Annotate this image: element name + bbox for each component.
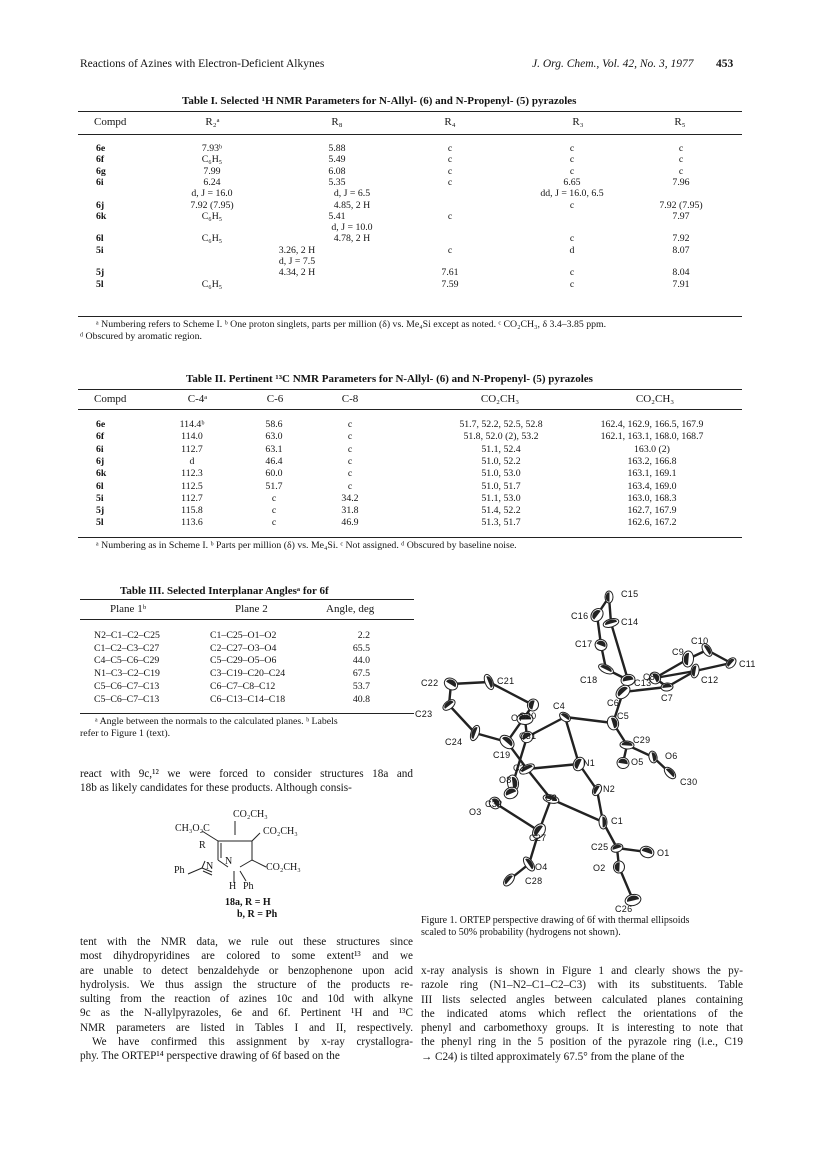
table1-top-rule xyxy=(78,111,742,112)
ortep-atom-ellipsoid xyxy=(558,710,572,724)
table3-cell: C6–C7–C8–C12 xyxy=(210,680,276,692)
table2-header-cell: C-4ᵃ xyxy=(187,393,208,405)
table3-cell: 65.5 xyxy=(352,642,370,654)
table1-header-cell: Compd xyxy=(94,116,127,128)
ortep-atom-label: C25 xyxy=(591,842,609,852)
table1-cell: c xyxy=(447,165,453,177)
text-line: We have confirmed this assignment by x-ray crystallogra- xyxy=(92,1036,413,1049)
table3-cell: 67.5 xyxy=(352,668,370,680)
ortep-atom-label: C13 xyxy=(634,678,652,688)
structure-label-co2ch3-top: CO₂CH₃ xyxy=(233,809,268,820)
table2-cell: 31.8 xyxy=(341,505,359,517)
table2-cell: c xyxy=(271,517,277,529)
table1-header-rule xyxy=(78,134,742,135)
table1-cell: c xyxy=(447,176,453,188)
text-line: react with 9c,¹² we were forced to consider structures 18a and xyxy=(80,768,413,780)
table2-cell: 51.3, 51.7 xyxy=(481,517,521,529)
table2-cell: c xyxy=(347,419,353,430)
table1-cell: 6i xyxy=(96,176,104,188)
table1-cell: c xyxy=(569,278,575,290)
text-line: phenyl and carbomethoxy groups. It is interesting to note that xyxy=(421,1022,743,1035)
table1-header-cell: R₃ xyxy=(572,116,584,128)
figure-caption-line: Figure 1. ORTEP perspective drawing of 6f with thermal ellipsoids xyxy=(421,915,690,926)
table1-cell: c xyxy=(569,143,575,154)
ortep-atom-ellipsoid xyxy=(588,606,605,624)
table2-cell: 60.0 xyxy=(265,468,283,480)
table1-cell: 7.99 xyxy=(203,165,221,177)
page-number: 453 xyxy=(716,58,734,70)
ortep-atom-label: O4 xyxy=(535,862,548,872)
ortep-atom-ellipsoid xyxy=(613,861,625,874)
ortep-atom-label: C23 xyxy=(415,709,433,719)
text-line: phy. The ORTEP¹⁴ perspective drawing of 6f based on the xyxy=(80,1050,340,1063)
table1-cell: 6k xyxy=(96,210,107,222)
table2-cell: 6e xyxy=(96,419,106,430)
text-line: the indicated atoms which reflect the orientations of the xyxy=(421,1007,743,1020)
table2-cell: 162.6, 167.2 xyxy=(627,517,677,529)
table1-cell: c xyxy=(447,143,453,154)
ortep-atom-label: C31 xyxy=(519,731,537,741)
ortep-atom-label: N2 xyxy=(603,784,616,794)
ortep-atom-label: C3 xyxy=(513,763,526,773)
table3-cell: C6–C13–C14–C18 xyxy=(210,693,286,705)
table3-cell: C3–C19–C20–C24 xyxy=(210,668,286,680)
table2-cell: 6j xyxy=(96,455,105,467)
table1-cell: dd, J = 16.0, 6.5 xyxy=(540,188,604,200)
table2-bottom-rule xyxy=(78,537,742,538)
table3-cell: 44.0 xyxy=(352,655,370,667)
structure-label-co2ch3-bottom: CO₂CH₃ xyxy=(266,862,301,873)
ortep-atom-label: O8 xyxy=(499,775,512,785)
table2-cell: 163.0 (2) xyxy=(634,443,670,455)
table2-cell: 163.1, 169.1 xyxy=(627,468,677,480)
ortep-bond xyxy=(449,705,475,733)
table3-cell: 53.7 xyxy=(352,680,370,692)
table1-cell: 6f xyxy=(96,154,105,166)
table1-cell: 6e xyxy=(96,143,106,154)
table1-cell: 7.61 xyxy=(441,267,459,279)
table2-cell: c xyxy=(347,468,353,480)
table1-cell: 7.92 (7.95) xyxy=(659,199,703,211)
table3-header-cell: Angle, deg xyxy=(326,603,375,615)
ortep-atom-ellipsoid xyxy=(610,842,624,853)
ortep-atom-label: C5 xyxy=(617,711,630,721)
ortep-atom-label: O6 xyxy=(665,751,678,761)
table1-cell: 3.26, 2 H xyxy=(278,244,316,256)
ortep-atom-label: O2 xyxy=(593,863,606,873)
table1-cell: 7.93ᵇ xyxy=(201,143,223,154)
table2-cell: 6k xyxy=(96,468,107,480)
table2-cell: 51.0, 52.2 xyxy=(481,455,521,467)
ortep-atom-label: C11 xyxy=(739,659,756,669)
table3-cell: C5–C6–C7–C13 xyxy=(94,680,160,692)
text-line: the phenyl ring in the 5 position of the pyrazole ring (i.e., C19 xyxy=(421,1036,743,1049)
table1-cell: C₆H₅ xyxy=(201,210,223,222)
table3-cell: C2–C27–O3–O4 xyxy=(210,642,277,654)
figure-caption-cont: scaled to 50% probability (hydrogens not shown). xyxy=(421,927,621,938)
table3-cell: C5–C6–C7–C13 xyxy=(94,693,160,705)
table1-cell: 7.96 xyxy=(672,176,690,188)
table2-cell: c xyxy=(347,480,353,492)
table3-header-cell: Plane 1ᵇ xyxy=(110,603,147,615)
table2-cell: 51.0, 53.0 xyxy=(481,468,521,480)
table1-cell: 8.07 xyxy=(672,244,690,256)
table1-cell: d, J = 10.0 xyxy=(331,222,373,234)
text-line: sulting from the reaction of azines 10c and 10d with alkyne xyxy=(80,993,413,1006)
table3-header-rule xyxy=(80,619,414,620)
ortep-bond xyxy=(551,799,603,822)
table2-cell: 6i xyxy=(96,443,104,455)
table3-cell: C1–C2–C3–C27 xyxy=(94,642,160,654)
text-line: tent with the NMR data, we rule out these structures since xyxy=(80,936,413,948)
ortep-atom-label: C19 xyxy=(493,750,511,760)
table3-cell: C4–C5–C6–C29 xyxy=(94,655,160,667)
table1-cell: 8.04 xyxy=(672,267,690,279)
table1-bottom-rule xyxy=(78,316,742,317)
table1-cell: d, J = 7.5 xyxy=(278,256,316,267)
table1-cell: c xyxy=(447,154,453,166)
ortep-bond xyxy=(565,717,579,764)
ortep-atom-label: C9 xyxy=(672,647,685,657)
table2-cell: 114.4ᵇ xyxy=(179,419,205,430)
ortep-atom-label: C20 xyxy=(519,711,537,721)
table1-cell: 7.97 xyxy=(672,210,690,222)
table2-cell: 162.4, 162.9, 166.5, 167.9 xyxy=(600,419,704,430)
table1-cell: 6g xyxy=(96,165,106,177)
table1-cell: 5l xyxy=(96,278,104,290)
table3-header-cell: Plane 2 xyxy=(235,603,268,615)
table1-header-cell: R₈ xyxy=(331,116,343,128)
table1-footnote-cont: ᵈ Obscured by aromatic region. xyxy=(80,331,202,342)
table1-cell: 5i xyxy=(96,244,104,256)
table1-cell: 6j xyxy=(96,199,105,211)
table2-header-rule xyxy=(78,409,742,410)
table2-cell: c xyxy=(271,492,277,504)
text-line: most dihydropyridines are colored to some extent¹³ and we xyxy=(80,950,413,963)
table2-cell: c xyxy=(347,455,353,467)
table3-cell: 40.8 xyxy=(352,693,370,705)
ortep-atom-ellipsoid xyxy=(593,638,608,653)
table1-cell: 5.35 xyxy=(328,176,346,188)
table1-cell: 6.65 xyxy=(563,176,581,188)
table2-cell: 5i xyxy=(96,492,104,504)
running-header-right: J. Org. Chem., Vol. 42, No. 3, 1977 xyxy=(532,58,694,70)
table2-cell: 162.7, 167.9 xyxy=(627,505,677,517)
ortep-atom-label: O7 xyxy=(511,713,524,723)
table3-title: Table III. Selected Interplanar Anglesᵃ for 6f xyxy=(120,585,329,597)
ortep-atom-ellipsoid xyxy=(482,673,495,691)
table2-cell: 46.9 xyxy=(341,517,359,529)
table2-footnote: ᵃ Numbering as in Scheme I. ᵇ Parts per million (δ) vs. Me₄Si. ᶜ Not assigned. ᵈ Obscured by baseline noise. xyxy=(96,540,517,551)
ortep-atom-label: C24 xyxy=(445,737,463,747)
table1-cell: d xyxy=(569,244,575,256)
table3-cell: C1–C25–O1–O2 xyxy=(210,630,277,641)
text-line: razole ring (N1–N2–C1–C2–C3) with its substituents. Table xyxy=(421,979,743,992)
text-line: are unable to detect benzaldehyde or benzophenone upon acid xyxy=(80,964,413,977)
table1-cell: 4.34, 2 H xyxy=(278,267,316,279)
ortep-atom-label: C32 xyxy=(485,799,503,809)
table2-cell: 113.6 xyxy=(181,517,203,529)
table2-cell: 51.7 xyxy=(265,480,283,492)
table2-cell: 51.7, 52.2, 52.5, 52.8 xyxy=(459,419,543,430)
ortep-atom-label: C27 xyxy=(529,833,547,843)
ortep-atom-label: C1 xyxy=(611,816,624,826)
table2-cell: 51.1, 52.4 xyxy=(481,443,521,455)
text-line: NMR parameters are listed in Tables I and II, respectively. xyxy=(80,1021,413,1034)
structure-label-ch3o2c: CH₃O₂C xyxy=(175,823,210,834)
ortep-atom-ellipsoid xyxy=(497,733,516,752)
figure-caption xyxy=(421,915,689,927)
table1-cell: d, J = 6.5 xyxy=(333,188,371,200)
ortep-atom-label: C26 xyxy=(615,904,633,914)
ortep-atom-label: C16 xyxy=(571,611,589,621)
table2-header-cell: CO₂CH₃ xyxy=(480,393,520,405)
structure-label-co2ch3-right: CO₂CH₃ xyxy=(263,826,298,837)
table1-cell: C₆H₅ xyxy=(201,154,223,166)
table1-header-cell: R₄ xyxy=(444,116,456,128)
table2-cell: 163.0, 168.3 xyxy=(627,492,677,504)
table1-cell: c xyxy=(569,199,575,211)
table1-cell: 6.08 xyxy=(328,165,346,177)
table2-cell: c xyxy=(347,431,353,443)
table2-cell: 6l xyxy=(96,480,104,492)
table3-bottom-rule xyxy=(80,713,414,714)
ortep-atom-label: C2 xyxy=(545,793,558,803)
structure-label-ph-bottom: Ph xyxy=(243,881,254,892)
table2-header-cell: C-6 xyxy=(266,393,284,405)
right-paragraph xyxy=(421,964,743,1064)
table2-title: Table II. Pertinent ¹³C NMR Parameters for N-Allyl- (6) and N-Propenyl- (5) pyrazoles xyxy=(186,373,593,385)
table1-cell: c xyxy=(569,233,575,245)
table2-cell: c xyxy=(347,443,353,455)
ortep-atom-label: O5 xyxy=(631,757,644,767)
table2-cell: 163.2, 166.8 xyxy=(627,455,677,467)
table1-cell: C₆H₅ xyxy=(201,278,223,290)
table2-cell: 162.1, 163.1, 168.0, 168.7 xyxy=(600,431,704,443)
ortep-atom-label: C15 xyxy=(621,589,639,599)
table1-cell: c xyxy=(678,165,684,177)
ortep-atom-ellipsoid xyxy=(639,845,656,860)
ortep-atom-label: O3 xyxy=(469,807,482,817)
text-line: III lists selected angles between calculated planes containing xyxy=(421,993,743,1006)
table1-cell: 5.41 xyxy=(328,210,346,222)
ortep-atom-label: C17 xyxy=(575,639,593,649)
running-header-left: Reactions of Azines with Electron-Deficient Alkynes xyxy=(80,58,325,70)
table2-cell: 112.7 xyxy=(181,443,203,455)
table1-cell: 7.92 (7.95) xyxy=(190,199,234,211)
structure-label-n2: N xyxy=(225,856,233,867)
ortep-atom-ellipsoid xyxy=(602,617,620,629)
table1-cell: c xyxy=(447,244,453,256)
table1-cell: c xyxy=(569,154,575,166)
text-line: 9c as the N-allylpyrazoles, 6e and 6f. Pertinent ¹H and ¹³C xyxy=(80,1007,413,1020)
table1-cell: c xyxy=(678,143,684,154)
table1-cell: 5.88 xyxy=(328,143,346,154)
table1-footnote: ᵃ Numbering refers to Scheme I. ᵇ One proton singlets, parts per million (δ) vs. Me₄Si except as noted. ᶜ CO₂CH₃, δ 3.4–3.85 ppm. xyxy=(96,319,607,330)
table1-cell: c xyxy=(569,165,575,177)
table3-cell: 2.2 xyxy=(357,630,370,641)
table2-header-cell: Compd xyxy=(94,393,127,405)
text-line: x-ray analysis is shown in Figure 1 and clearly shows the py- xyxy=(421,965,743,977)
text-line: 18b as likely candidates for these products. Although consis- xyxy=(80,782,352,795)
structure-label-n1: N xyxy=(206,861,214,872)
ortep-atom-ellipsoid xyxy=(616,757,630,770)
left-paragraph-1 xyxy=(80,767,413,796)
ortep-atom-label: N1 xyxy=(583,758,596,768)
ortep-atom-ellipsoid xyxy=(605,591,613,603)
table2-cell: 114.0 xyxy=(181,431,203,443)
table2-cell: 163.4, 169.0 xyxy=(627,480,677,492)
ortep-atom-ellipsoid xyxy=(648,750,658,763)
table1-cell: 7.91 xyxy=(672,278,690,290)
table1-header-cell: R₅ xyxy=(674,116,686,128)
ortep-atom-label: C10 xyxy=(691,636,709,646)
structure-caption-18b: b, R = Ph xyxy=(237,909,278,920)
table2-cell: 6f xyxy=(96,431,105,443)
ortep-atom-label: C12 xyxy=(701,675,719,685)
table3-cell: N1–C3–C2–C19 xyxy=(94,668,160,680)
ortep-bond xyxy=(565,717,613,723)
table2-top-rule xyxy=(78,389,742,390)
table1-cell: 5j xyxy=(96,267,105,279)
table2-cell: d xyxy=(189,455,195,467)
ortep-atom-label: C22 xyxy=(421,678,439,688)
table2-cell: 51.4, 52.2 xyxy=(481,505,521,517)
ortep-atom-label: C14 xyxy=(621,617,639,627)
table1-cell: c xyxy=(569,267,575,279)
ortep-atom-label: C30 xyxy=(680,777,698,787)
table1-cell: 6.24 xyxy=(203,176,221,188)
structure-label-ph-left: Ph xyxy=(174,865,185,876)
table2-cell: 115.8 xyxy=(181,505,203,517)
ortep-atom-label: O1 xyxy=(657,848,670,858)
table2-cell: 112.5 xyxy=(181,480,203,492)
ortep-atom-label: C7 xyxy=(661,693,674,703)
table2-cell: 5j xyxy=(96,505,105,517)
left-paragraph-2 xyxy=(80,935,413,1064)
table1-cell: 4.85, 2 H xyxy=(333,199,371,211)
ortep-figure xyxy=(415,575,745,915)
table2-cell: 58.6 xyxy=(265,419,283,430)
ortep-atom-ellipsoid xyxy=(442,676,460,693)
table2-cell: 51.1, 53.0 xyxy=(481,492,521,504)
table1-cell: 4.78, 2 H xyxy=(333,233,371,245)
table1-cell: c xyxy=(447,210,453,222)
table2-cell: 112.7 xyxy=(181,492,203,504)
table2-cell: 5l xyxy=(96,517,104,529)
table2-cell: 63.1 xyxy=(265,443,283,455)
table2-cell: 51.8, 52.0 (2), 53.2 xyxy=(463,431,539,443)
table1-title: Table I. Selected ¹H NMR Parameters for N-Allyl- (6) and N-Propenyl- (5) pyrazoles xyxy=(182,95,577,107)
ortep-atom-ellipsoid xyxy=(724,656,738,670)
table2-cell: c xyxy=(271,505,277,517)
table1-cell: 6l xyxy=(96,233,104,245)
ortep-atom-label: C29 xyxy=(633,735,651,745)
text-line: → C24) is tilted approximately 67.5° from the plane of the xyxy=(421,1050,685,1063)
table3-footnote-cont: refer to Figure 1 (text). xyxy=(80,728,171,739)
structure-label-r: R xyxy=(199,840,206,851)
table1-cell: 7.59 xyxy=(441,278,459,290)
ortep-atom-label: C6 xyxy=(607,698,620,708)
table3-footnote: ᵃ Angle between the normals to the calculated planes. ᵇ Labels xyxy=(95,716,338,727)
table1-cell: C₆H₅ xyxy=(201,233,223,245)
table2-cell: 34.2 xyxy=(341,492,359,504)
table1-cell: c xyxy=(678,154,684,166)
table2-header-cell: CO₂CH₃ xyxy=(635,393,675,405)
table2-cell: 63.0 xyxy=(265,431,283,443)
ortep-atom-ellipsoid xyxy=(599,815,607,829)
ortep-atom-label: C28 xyxy=(525,876,543,886)
structure-label-h: H xyxy=(229,881,237,892)
table3-cell: N2–C1–C2–C25 xyxy=(94,630,160,641)
table2-header-cell: C-8 xyxy=(341,393,359,405)
ortep-atom-label: C21 xyxy=(497,676,515,686)
table3-top-rule xyxy=(80,599,414,600)
table1-cell: 5.49 xyxy=(328,154,346,166)
table1-cell: d, J = 16.0 xyxy=(191,188,233,200)
ortep-atom-label: C4 xyxy=(553,701,566,711)
text-line: hydrolysis. We thus assign the structure of the products re- xyxy=(80,978,413,991)
table1-cell: 7.92 xyxy=(672,233,690,245)
table3-cell: C5–C29–O5–O6 xyxy=(210,655,277,667)
table2-cell: 51.0, 51.7 xyxy=(481,480,521,492)
table2-cell: 112.3 xyxy=(181,468,203,480)
structure-caption-18a: 18a, R = H xyxy=(225,897,271,908)
table1-header-cell: R₂ᵃ xyxy=(205,116,220,128)
ortep-atom-label: C8 xyxy=(643,672,656,682)
table2-cell: 46.4 xyxy=(265,455,283,467)
ortep-atom-label: C18 xyxy=(580,675,598,685)
